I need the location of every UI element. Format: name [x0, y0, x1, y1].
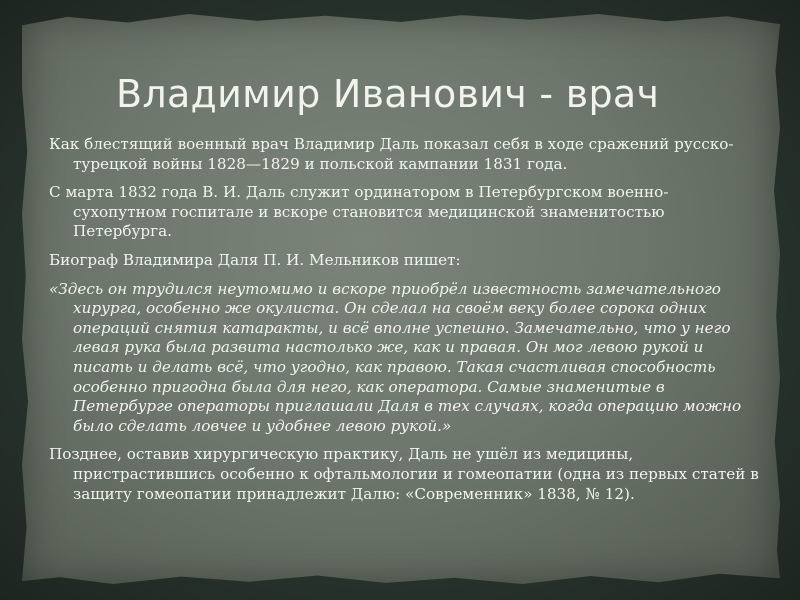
paragraph-later-career: Позднее, оставив хирургическую практику, Даль не ушёл из медицины, пристрастившись особенно к офтальмологии и гомеопатии (одна из первых статей в защиту гомеопатии принадлежит Далю: «Современник» 1838, № 12). [49, 445, 759, 503]
paragraph-biographer-intro: Биограф Владимира Даля П. И. Мельников пишет: [49, 250, 461, 269]
slide-body [49, 135, 759, 504]
paragraph-military-doctor: Как блестящий военный врач Владимир Даль показал себя в ходе сражений русско-турецкой войны 1828—1829 и польской кампании 1831 года. [49, 135, 734, 173]
paragraph-melnikov-quote: «Здесь он трудился неутомимо и вскоре приобрёл известность замечательного хирурга, особенно же окулиста. Он сделал на своём веку более сорока одних операций снятия катаракты, и всё вполне успешно. Замечательно, что у него левая рука была развита настолько же, как и правая. Он мог левою рукой и писать и делать всё, что угодно, как правою. Такая счастливая способность особенно пригодна была для него, как оператора. Самые знаменитые в Петербурге операторы приглашали Даля в тех случаях, когда операцию можно было сделать ловчее и удобнее левою рукой.» [49, 279, 742, 435]
slide-title: Владимир Иванович - врач [116, 72, 660, 116]
paragraph-hospital-service: С марта 1832 года В. И. Даль служит ординатором в Петербургском военно-сухопутном госпитале и вскоре становится медицинской знаменитостью Петербурга. [49, 183, 669, 241]
